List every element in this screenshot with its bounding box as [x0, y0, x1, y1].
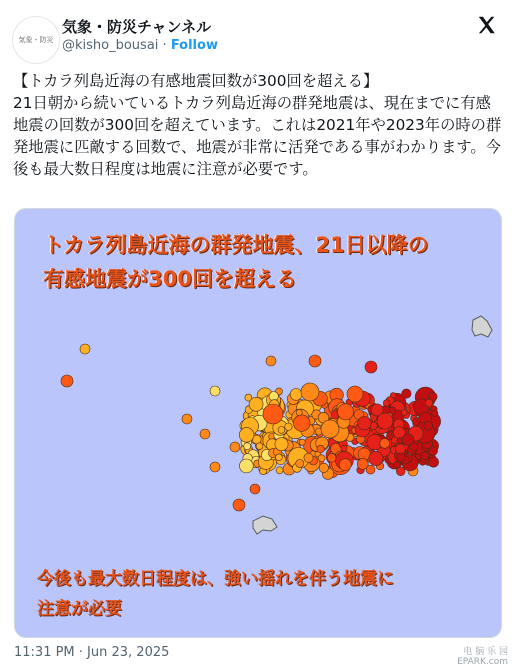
quake-dot	[339, 459, 351, 471]
quake-dot	[327, 454, 336, 463]
quake-dot	[182, 414, 192, 424]
quake-dot	[369, 451, 383, 465]
quake-dot	[263, 404, 283, 424]
author-handle[interactable]: @kisho_bousai	[62, 38, 159, 53]
quake-dot	[244, 443, 251, 450]
quake-dot	[210, 386, 220, 396]
quake-dot	[240, 459, 254, 473]
quake-dot	[230, 442, 240, 452]
follow-button[interactable]: Follow	[170, 38, 218, 53]
headline-line-2: 有感地震が300回を超える	[43, 267, 297, 291]
quake-dot	[276, 454, 283, 461]
quake-dot	[338, 404, 354, 420]
quake-dot	[357, 458, 368, 469]
avatar-text: 気象・防災	[18, 36, 54, 44]
quake-dot	[383, 400, 390, 407]
quake-dot	[290, 389, 302, 401]
quake-dot	[347, 386, 363, 402]
quake-dot	[318, 455, 325, 462]
quake-dot	[424, 421, 433, 430]
quake-dot	[402, 434, 414, 446]
quake-dot	[278, 427, 285, 434]
watermark	[457, 647, 508, 667]
handle-row	[62, 38, 218, 53]
quake-dot	[380, 439, 390, 449]
quake-dot	[304, 453, 313, 462]
quake-dot	[402, 389, 411, 398]
quake-dot	[276, 467, 283, 474]
x-logo-icon[interactable]	[476, 14, 498, 36]
quake-dot	[397, 453, 405, 461]
tweet-text: 【トカラ列島近海の有感地震回数が300回を超える】 21日朝から続いているトカラ列島近海の群発地震は、現在までに有感地震の回数が300回を超えています。これは2021年や2023年の時の群発地震に匹敵する回数で、地震が非常に活発である事がわかります。今後も最大数日程度は地震に注意が必要です。	[13, 72, 502, 178]
author-name[interactable]: 気象・防災チャンネル	[62, 18, 212, 36]
quake-dot	[296, 409, 302, 415]
quake-dot	[266, 356, 276, 366]
quake-dot	[256, 443, 263, 450]
quake-dot	[395, 444, 405, 454]
headline-line-1: トカラ列島近海の群発地震、21日以降の	[43, 233, 429, 257]
quake-dot	[365, 361, 377, 373]
quake-dot	[200, 429, 210, 439]
quake-dot	[296, 459, 304, 467]
quake-dot	[210, 462, 220, 472]
quake-dot	[341, 445, 347, 451]
separator: ·	[158, 38, 171, 53]
quake-dot	[233, 499, 245, 511]
quake-dot	[249, 397, 263, 411]
quake-dot	[250, 484, 260, 494]
quake-dot	[61, 375, 73, 387]
quake-dot	[293, 415, 310, 432]
quake-dot	[317, 445, 325, 453]
quake-dot	[285, 423, 292, 430]
quake-dot	[239, 428, 254, 443]
quake-dot	[275, 438, 288, 451]
island-north	[472, 316, 492, 337]
tweet-media[interactable]	[14, 208, 502, 638]
timestamp[interactable]: 11:31 PM · Jun 23, 2025	[14, 645, 170, 660]
footer-line-1: 今後も最大数日程度は、強い揺れを伴う地震に	[37, 569, 394, 589]
island-south	[253, 516, 277, 534]
quake-dot	[428, 457, 438, 467]
watermark-line-2: EPARK.com	[457, 657, 508, 667]
footer-line-2: 注意が必要	[37, 599, 122, 619]
quake-dot	[80, 344, 90, 354]
quake-dot	[309, 355, 321, 367]
quake-dot	[321, 420, 339, 438]
quake-dots	[61, 344, 441, 511]
avatar[interactable]	[12, 16, 60, 64]
watermark-line-1: 电 脑 乐 园	[463, 647, 508, 657]
quake-dot	[401, 410, 407, 416]
quake-dot	[319, 463, 328, 472]
quake-dot	[299, 439, 305, 445]
quake-dot	[358, 416, 372, 430]
quake-dot	[397, 438, 403, 444]
quake-dot	[421, 452, 429, 460]
quake-dot	[301, 383, 319, 401]
quake-dot	[377, 413, 393, 429]
quake-dot	[425, 399, 433, 407]
quake-dot	[432, 410, 438, 416]
